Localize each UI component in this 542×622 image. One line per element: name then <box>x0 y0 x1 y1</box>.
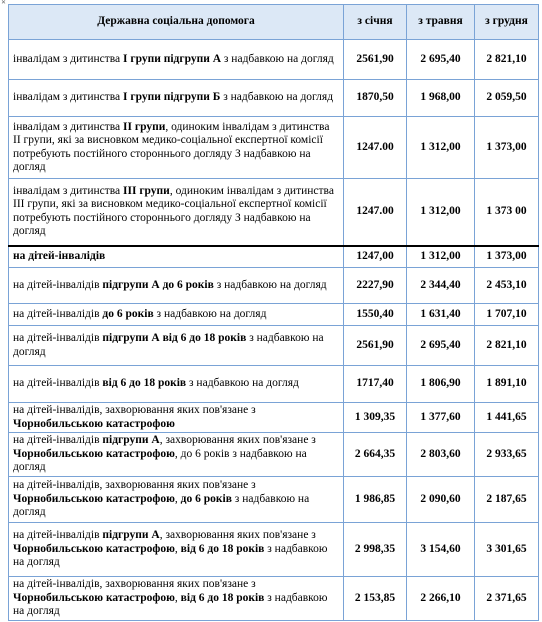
benefit-description <box>9 403 344 433</box>
amount-may: 1 631,40 <box>407 304 475 326</box>
amount-jan: 1247.00 <box>344 179 407 246</box>
description-emphasis: Чорнобильською катастрофою <box>13 591 175 604</box>
benefit-description <box>9 117 344 179</box>
description-text: , захворювання яких пов'язане з <box>159 529 316 542</box>
amount-dec: 2 371,65 <box>475 577 539 621</box>
amount-dec: 1 373,00 <box>475 246 539 268</box>
description-text: інвалідам з дитинства <box>13 91 124 104</box>
table-row <box>9 179 539 246</box>
benefit-description <box>9 268 344 304</box>
amount-jan: 2561,90 <box>344 40 407 80</box>
description-text: , захворювання яких пов'язане з <box>159 434 316 447</box>
amount-jan: 1 309,35 <box>344 403 407 433</box>
benefit-description <box>9 40 344 80</box>
amount-may: 2 695,40 <box>407 40 475 80</box>
table-row <box>9 577 539 621</box>
description-text: з надбавкою на догляд <box>13 542 328 569</box>
table-row <box>9 366 539 403</box>
description-emphasis: Чорнобильською катастрофою <box>13 492 175 505</box>
table-row <box>9 477 539 523</box>
benefit-description <box>9 577 344 621</box>
amount-jan: 1717,40 <box>344 366 407 403</box>
description-text: на дітей-інвалідів <box>13 332 103 344</box>
description-text: , одиноким інвалідам з дитинства ІІ групи, які за висновком медико-соціальної експертної комісії потребують постійного стороннього догляду З надбавкою на догляд <box>13 120 330 173</box>
amount-dec: 1 891,10 <box>475 366 539 403</box>
header-row <box>9 5 539 40</box>
description-emphasis: до 6 років <box>180 492 232 505</box>
description-emphasis: І групи підгрупи А <box>123 52 222 65</box>
amount-may: 2 803,60 <box>407 433 475 477</box>
description-text: з надбавкою на догляд <box>153 307 267 320</box>
amount-may: 2 266,10 <box>407 577 475 621</box>
benefit-description <box>9 304 344 326</box>
description-text: , <box>174 591 181 604</box>
description-emphasis: Чорнобильською катастрофою <box>13 417 175 430</box>
description-emphasis: Чорнобильською катастрофою <box>13 447 175 460</box>
description-emphasis: підгрупи А від 6 до 18 років <box>102 332 247 344</box>
amount-may: 2 090,60 <box>407 477 475 523</box>
description-text: з надбавкою на догляд <box>220 91 334 104</box>
description-emphasis: підгрупи А до 6 років <box>102 278 214 291</box>
amount-jan: 1550,40 <box>344 304 407 326</box>
description-text: інвалідам з дитинства <box>13 184 124 197</box>
table-row <box>9 304 539 326</box>
description-text: з надбавкою на догляд <box>13 332 324 358</box>
description-text: , <box>174 492 181 505</box>
description-text: , до 6 років з надбавкою на догляд <box>13 447 307 474</box>
description-emphasis: від 6 до 18 років <box>180 542 265 555</box>
amount-jan: 2 153,85 <box>344 577 407 621</box>
amount-may: 1 312,00 <box>407 179 475 246</box>
description-text: інвалідам з дитинства <box>13 52 124 65</box>
description-emphasis: від 6 до 18 років <box>102 377 187 390</box>
description-emphasis: підгрупи А <box>102 434 160 447</box>
table-row <box>9 326 539 366</box>
amount-jan: 2227,90 <box>344 268 407 304</box>
description-emphasis: до 6 років <box>102 307 154 320</box>
amount-jan: 2561,90 <box>344 326 407 366</box>
table-row <box>9 433 539 477</box>
amount-dec: 1 441,65 <box>475 403 539 433</box>
table-row <box>9 246 539 268</box>
amount-dec: 2 453,10 <box>475 268 539 304</box>
table-row <box>9 523 539 577</box>
amount-may: 1 968,00 <box>407 80 475 117</box>
amount-jan: 1247.00 <box>344 117 407 179</box>
benefit-description <box>9 477 344 523</box>
description-emphasis: ІІ групи <box>123 120 166 133</box>
description-text: на дітей-інвалідів <box>13 278 103 291</box>
amount-jan: 2 998,35 <box>344 523 407 577</box>
table-row <box>9 403 539 433</box>
table-row <box>9 117 539 179</box>
amount-may: 1 806,90 <box>407 366 475 403</box>
description-emphasis: від 6 до 18 років <box>180 591 265 604</box>
description-text: , одиноким інвалідам з дитинства ІІІ групи, які за висновком медико-соціальної експертної комісії потребують постійного стороннього догляду З надбавкою на догляд <box>13 184 334 238</box>
header-benefit: Державна соціальна допомога <box>9 5 344 40</box>
amount-may: 2 695,40 <box>407 326 475 366</box>
description-text: з надбавкою на догляд <box>221 52 334 65</box>
description-text: з надбавкою на догляд <box>13 591 328 617</box>
description-text: , <box>174 542 181 555</box>
benefit-description <box>9 433 344 477</box>
description-text: на дітей-інвалідів <box>13 377 103 390</box>
benefit-description <box>9 179 344 246</box>
description-text: інвалідам з дитинства <box>13 120 124 133</box>
description-text: з надбавкою на догляд <box>213 278 327 291</box>
amount-jan: 1247,00 <box>344 246 407 268</box>
amount-dec: 1 707,10 <box>475 304 539 326</box>
header-dec: з грудня <box>475 5 539 40</box>
amount-dec: 2 187,65 <box>475 477 539 523</box>
benefit-description <box>9 326 344 366</box>
description-text: з надбавкою на догляд <box>186 377 299 390</box>
benefit-description <box>9 246 344 268</box>
description-text: на дітей-інвалідів <box>13 529 103 542</box>
description-text: на дітей-інвалідів, захворювання яких пов'язане з <box>13 479 256 492</box>
amount-may: 1 312,00 <box>407 117 475 179</box>
benefits-table <box>8 4 539 621</box>
amount-may: 1 377,60 <box>407 403 475 433</box>
description-text: з надбавкою на догляд <box>13 492 310 519</box>
table-row <box>9 40 539 80</box>
benefit-description <box>9 523 344 577</box>
amount-dec: 2 821,10 <box>475 326 539 366</box>
amount-dec: 2 933,65 <box>475 433 539 477</box>
description-emphasis: на дітей-інвалідів <box>13 250 106 262</box>
table-row <box>9 268 539 304</box>
corner-mark: ✕ <box>1 0 7 6</box>
description-text: на дітей-інвалідів <box>13 434 103 447</box>
amount-may: 2 344,40 <box>407 268 475 304</box>
amount-dec: 2 821,10 <box>475 40 539 80</box>
amount-may: 1 312,00 <box>407 246 475 268</box>
benefit-description <box>9 80 344 117</box>
description-text: на дітей-інвалідів <box>13 307 103 320</box>
table-body <box>9 40 539 621</box>
description-text: на дітей-інвалідів, захворювання яких пов'язане з <box>13 578 256 590</box>
amount-jan: 2 664,35 <box>344 433 407 477</box>
description-text: на дітей-інвалідів, захворювання яких пов'язане з <box>13 404 256 416</box>
amount-dec: 2 059,50 <box>475 80 539 117</box>
header-may: з травня <box>407 5 475 40</box>
table-row <box>9 80 539 117</box>
header-jan: з січня <box>344 5 407 40</box>
amount-may: 3 154,60 <box>407 523 475 577</box>
description-emphasis: Чорнобильською катастрофою <box>13 542 175 555</box>
amount-dec: 1 373 00 <box>475 179 539 246</box>
amount-dec: 1 373,00 <box>475 117 539 179</box>
amount-jan: 1870,50 <box>344 80 407 117</box>
description-emphasis: І групи підгрупи Б <box>123 91 221 104</box>
description-emphasis: підгрупи А <box>102 529 160 542</box>
amount-dec: 3 301,65 <box>475 523 539 577</box>
amount-jan: 1 986,85 <box>344 477 407 523</box>
benefit-description <box>9 366 344 403</box>
description-emphasis: ІІІ групи <box>123 184 170 197</box>
